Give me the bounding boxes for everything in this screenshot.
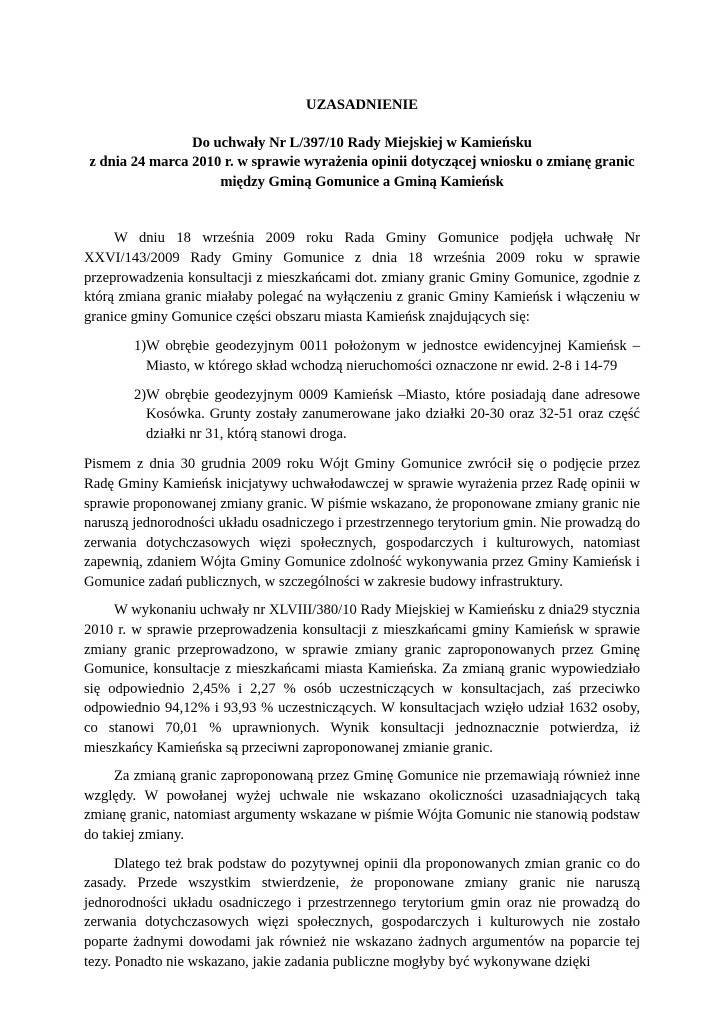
paragraph-3: W wykonaniu uchwały nr XLVIII/380/10 Rady Miejskiej w Kamieńsku z dnia29 stycznia 2010 r. w sprawie przeprowadzenia konsultacji z mieszkańcami gminy Kamieńsk w sprawie zmiany granic przeprowadzono, w sprawie zmiany granic zaproponowanych przez Gminę Gomunice, konsultacje z mieszkańcami miasta Kamieńska. Za zmianą granic wypowiedziało się odpowiednio 2,45% i 2,27 % osób uczestniczących w konsultacjach, zaś przeciwko odpowiednio 94,12% i 93,93 % uczestniczących. W konsultacjach wzięło udział 1632 osoby, co stanowi 70,01 % uprawnionych. Wynik konsultacji jednoznacznie potwierdza, iż mieszkańcy Kamieńska są przeciwni zaproponowanej zmianie granic. <box>84 602 640 756</box>
paragraph-4: Za zmianą granic zaproponowaną przez Gminę Gomunice nie przemawiają również inne względy. W powołanej wyżej uchwale nie wskazano okoliczności uzasadniających taką zmianę granic, natomiast argumenty wskazane w piśmie Wójta Gomunic nie stanowią podstaw do takiej zmiany. <box>84 768 640 843</box>
subtitle-line: Do uchwały Nr L/397/10 Rady Miejskiej w Kamieńsku <box>192 134 532 151</box>
list-item <box>84 337 640 376</box>
list-item-number: 1) <box>134 338 147 355</box>
area-list <box>84 337 640 444</box>
paragraph-1: W dniu 18 września 2009 roku Rada Gminy Gomunice podjęła uchwałę Nr XXVI/143/2009 Rady Gminy Gomunice z dnia 18 września 2009 roku w sprawie przeprowadzenia konsultacji z mieszkańcami dot. zmiany granic Gminy Gomunice, zgodnie z którą zmiana granic miałaby polegać na wyłączeniu z granic Gminy Kamieńsk i włączeniu w granice gminy Gomunice części obszaru miasta Kamieńsk znajdujących się: <box>84 230 640 325</box>
list-item-number: 2) <box>134 386 147 403</box>
list-item <box>84 386 640 445</box>
list-item-text: W obrębie geodezyjnym 0011 położonym w jednostce ewidencyjnej Kamieńsk – Miasto, w którego skład wchodzą nieruchomości oznaczone nr ewid. 2-8 i 14-79 <box>146 338 640 374</box>
document-title: UZASADNIENIE <box>306 97 418 113</box>
list-item-text: W obrębie geodezyjnym 0009 Kamieńsk –Miasto, które posiadają dane adresowe Kosówka. Grunty zostały zanumerowane jako działki 20-30 oraz 32-51 oraz część działki nr 31, którą stanowi droga. <box>146 386 640 442</box>
paragraph-2: Pismem z dnia 30 grudnia 2009 roku Wójt Gminy Gomunice zwrócił się o podjęcie przez Radę Gminy Kamieńsk inicjatywy uchwałodawczej w sprawie wyrażenia przez Radę opinii w sprawie proponowanej zmiany granic. W piśmie wskazano, że proponowane zmiany granic nie naruszą jednorodności układu osadniczego i przestrzennego terytorium gmin. Nie prowadzą do zerwania dotychczasowych więzi społecznych, gospodarczych i kulturowych, natomiast zapewnią, zdaniem Wójta Gminy Gomunice zdolność wykonywania przez Gminy Kamieńsk i Gomunice zadań publicznych, w szczególności w zakresie budowy infrastruktury. <box>84 456 640 590</box>
document-subtitle <box>84 134 640 193</box>
subtitle-line: między Gminą Gomunice a Gminą Kamieńsk <box>220 173 504 190</box>
subtitle-line: z dnia 24 marca 2010 r. w sprawie wyrażenia opinii dotyczącej wniosku o zmianę granic <box>89 154 635 171</box>
paragraph-5: Dlatego też brak podstaw do pozytywnej opinii dla proponowanych zmian granic co do zasady. Przede wszystkim stwierdzenie, że proponowane zmiany granic nie naruszą jednorodności układu osadniczego i przestrzennego terytorium gmin oraz nie prowadzą do zerwania dotychczasowych więzi społecznych, gospodarczych i kulturowych nie zostało poparte żadnymi dowodami jak również nie wskazano żadnych argumentów na poparcie tej tezy. Ponadto nie wskazano, jakie zadania publiczne mogłyby być wykonywane dzięki <box>84 855 640 970</box>
